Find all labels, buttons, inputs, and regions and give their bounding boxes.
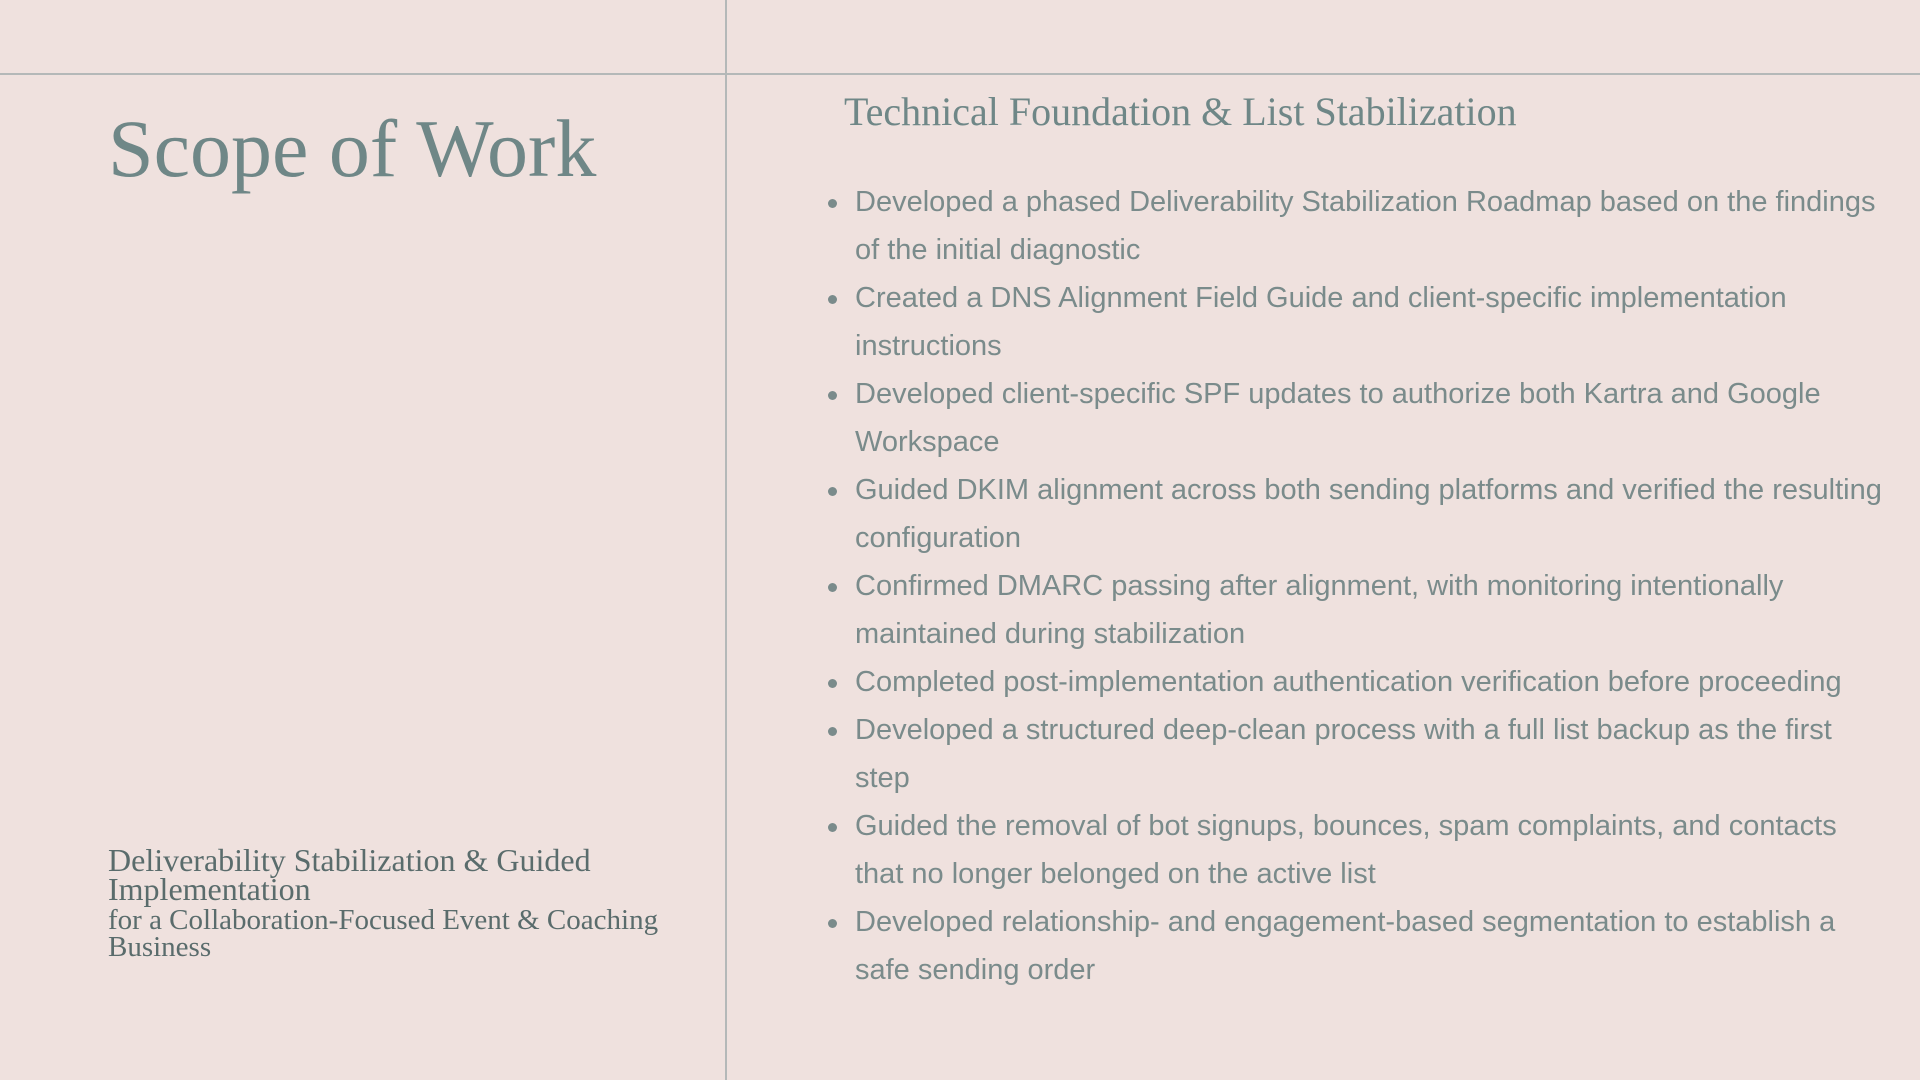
bullet-dot-icon [828,679,837,688]
bullet-dot-icon [828,727,837,736]
bullet-item [824,802,1884,898]
bullet-item [824,706,1884,802]
bullet-text: Confirmed DMARC passing after alignment, with monitoring intentionally maintained during stabilization [855,570,1784,650]
page-title: Scope of Work [108,103,597,194]
bullet-dot-icon [828,919,837,928]
bullet-text: Completed post-implementation authentication verification before proceeding [855,666,1842,698]
bullet-item [824,466,1884,562]
bullet-item [824,898,1884,994]
bullet-dot-icon [828,295,837,304]
bullet-item [824,274,1884,370]
bullet-text: Developed a phased Deliverability Stabilization Roadmap based on the findings of the initial diagnostic [855,186,1876,266]
bullet-text: Developed client-specific SPF updates to authorize both Kartra and Google Workspace [855,378,1821,458]
horizontal-rule [0,73,1920,75]
bullet-item [824,562,1884,658]
subtitle-block [108,842,668,963]
bullet-dot-icon [828,583,837,592]
subtitle-main: Deliverability Stabilization & Guided Implementation [108,842,591,907]
bullet-item [824,178,1884,274]
bullet-dot-icon [828,199,837,208]
bullet-item [824,370,1884,466]
bullet-text: Created a DNS Alignment Field Guide and client-specific implementation instructions [855,282,1787,362]
subtitle-sub: for a Collaboration-Focused Event & Coaching Business [108,904,659,963]
bullet-list [824,178,1884,994]
vertical-rule [725,0,727,1080]
bullet-dot-icon [828,391,837,400]
bullet-dot-icon [828,823,837,832]
bullet-text: Guided DKIM alignment across both sending platforms and verified the resulting configuration [855,474,1882,554]
section-heading: Technical Foundation & List Stabilization [844,89,1517,134]
bullet-item [824,658,1884,706]
bullet-text: Guided the removal of bot signups, bounces, spam complaints, and contacts that no longer belonged on the active list [855,810,1837,890]
bullet-dot-icon [828,487,837,496]
bullet-text: Developed a structured deep-clean process with a full list backup as the first step [855,714,1832,794]
bullet-text: Developed relationship- and engagement-based segmentation to establish a safe sending order [855,906,1836,986]
